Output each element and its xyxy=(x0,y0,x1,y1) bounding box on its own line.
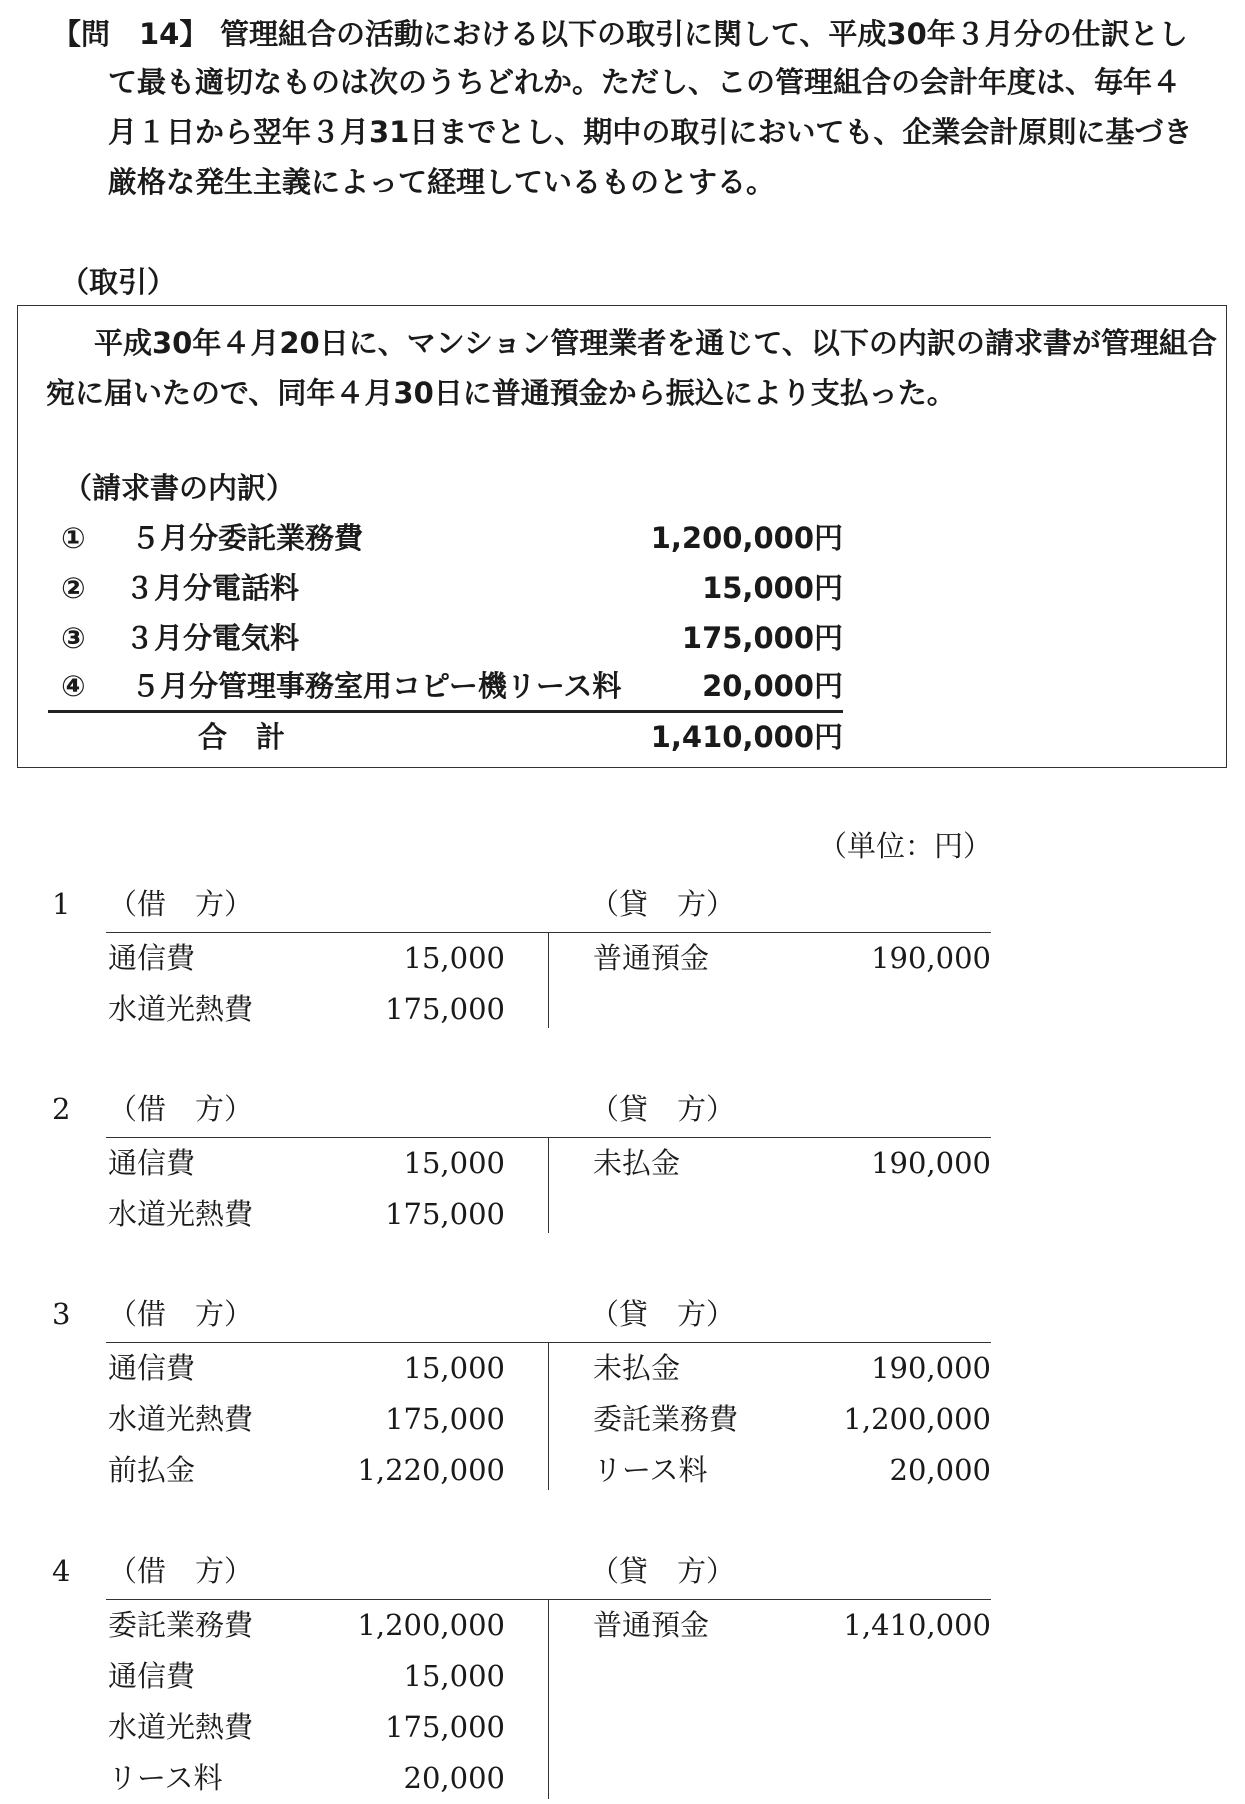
entry-row xyxy=(0,1189,1245,1240)
debit-account: 通信費 xyxy=(108,1659,196,1693)
option-number: 2 xyxy=(52,1092,71,1126)
item-amount: 20,000円 xyxy=(702,669,843,703)
debit-amount: 1,220,000 xyxy=(357,1453,505,1487)
debit-account: 水道光熱費 xyxy=(108,1402,254,1436)
item-name: ３月分電気料 xyxy=(125,621,300,655)
entry-row xyxy=(0,984,1245,1035)
transaction-line: 平成30年４月20日に、マンション管理業者を通じて、以下の内訳の請求書が管理組合 xyxy=(94,326,1217,360)
credit-account: 未払金 xyxy=(593,1351,681,1385)
debit-amount: 175,000 xyxy=(385,992,505,1026)
transaction-description xyxy=(46,318,1216,418)
credit-amount: 1,410,000 xyxy=(843,1608,991,1642)
debit-header: （借 方） xyxy=(108,887,254,921)
debit-amount: 175,000 xyxy=(385,1402,505,1436)
debit-account: 水道光熱費 xyxy=(108,992,254,1026)
credit-account: 普通預金 xyxy=(593,1608,710,1642)
debit-amount: 15,000 xyxy=(403,1146,505,1180)
debit-amount: 15,000 xyxy=(403,1351,505,1385)
debit-amount: 175,000 xyxy=(385,1197,505,1231)
item-number: ① xyxy=(61,521,86,555)
debit-amount: 15,000 xyxy=(403,941,505,975)
item-amount: 15,000円 xyxy=(702,571,843,605)
entry-row xyxy=(0,1394,1245,1445)
debit-amount: 1,200,000 xyxy=(357,1608,505,1642)
credit-account: 未払金 xyxy=(593,1146,681,1180)
option-number: 4 xyxy=(52,1554,71,1588)
question-line: 厳格な発生主義によって経理しているものとする。 xyxy=(108,165,776,199)
credit-account: 委託業務費 xyxy=(593,1402,739,1436)
entry-row xyxy=(0,1138,1245,1189)
credit-amount: 1,200,000 xyxy=(843,1402,991,1436)
invoice-item xyxy=(43,563,843,613)
debit-account: 委託業務費 xyxy=(108,1608,254,1642)
question-header xyxy=(52,10,1212,58)
item-name: ５月分委託業務費 xyxy=(131,521,364,555)
debit-account: 通信費 xyxy=(108,941,196,975)
entry-row xyxy=(0,1651,1245,1702)
debit-amount: 175,000 xyxy=(385,1710,505,1744)
unit-label: （単位：円） xyxy=(817,829,992,863)
credit-account: 普通預金 xyxy=(593,941,710,975)
debit-account: 通信費 xyxy=(108,1146,196,1180)
total-label: 合 計 xyxy=(198,720,286,754)
entry-row xyxy=(0,1445,1245,1496)
item-amount: 1,200,000円 xyxy=(650,521,843,555)
item-name: ３月分電話料 xyxy=(125,571,300,605)
entry-row xyxy=(0,1753,1245,1804)
debit-amount: 15,000 xyxy=(403,1659,505,1693)
item-amount: 175,000円 xyxy=(681,621,843,655)
total-amount: 1,410,000円 xyxy=(650,720,843,754)
entry-row xyxy=(0,1600,1245,1651)
debit-account: 前払金 xyxy=(108,1453,196,1487)
invoice-total xyxy=(43,712,843,762)
credit-header: （貸 方） xyxy=(590,1297,736,1331)
credit-amount: 190,000 xyxy=(871,941,991,975)
invoice-item xyxy=(43,513,843,563)
invoice-item xyxy=(43,661,843,711)
debit-header: （借 方） xyxy=(108,1297,254,1331)
debit-account: 通信費 xyxy=(108,1351,196,1385)
transaction-box xyxy=(17,305,1227,768)
option-number: 1 xyxy=(52,887,71,921)
item-number: ③ xyxy=(61,621,86,655)
item-number: ② xyxy=(61,571,86,605)
credit-amount: 20,000 xyxy=(889,1453,991,1487)
invoice-item xyxy=(43,613,843,663)
question-number: 【問 14】 xyxy=(52,17,209,51)
question-body xyxy=(108,58,1208,208)
credit-header: （貸 方） xyxy=(590,1554,736,1588)
question-line: 管理組合の活動における以下の取引に関して、平成30年３月分の仕訳とし xyxy=(220,17,1188,51)
item-number: ④ xyxy=(61,669,86,703)
transaction-line: 宛に届いたので、同年４月30日に普通預金から振込により支払った。 xyxy=(46,376,956,410)
entry-row xyxy=(0,1702,1245,1753)
credit-amount: 190,000 xyxy=(871,1351,991,1385)
debit-account: 水道光熱費 xyxy=(108,1197,254,1231)
credit-header: （貸 方） xyxy=(590,1092,736,1126)
question-line: 月１日から翌年３月31日までとし、期中の取引においても、企業会計原則に基づき xyxy=(108,115,1193,149)
transaction-title: （取引） xyxy=(60,265,177,299)
debit-header: （借 方） xyxy=(108,1092,254,1126)
debit-account: リース料 xyxy=(108,1761,223,1795)
question-line: て最も適切なものは次のうちどれか。ただし、この管理組合の会計年度は、毎年４ xyxy=(108,65,1182,99)
entry-row xyxy=(0,1343,1245,1394)
credit-amount: 190,000 xyxy=(871,1146,991,1180)
entry-row xyxy=(0,933,1245,984)
credit-account: リース料 xyxy=(593,1453,708,1487)
invoice-title: （請求書の内訳） xyxy=(63,471,296,505)
debit-header: （借 方） xyxy=(108,1554,254,1588)
debit-amount: 20,000 xyxy=(403,1761,505,1795)
credit-header: （貸 方） xyxy=(590,887,736,921)
debit-account: 水道光熱費 xyxy=(108,1710,254,1744)
option-number: 3 xyxy=(52,1297,71,1331)
item-name: ５月分管理事務室用コピー機リース料 xyxy=(131,669,622,703)
